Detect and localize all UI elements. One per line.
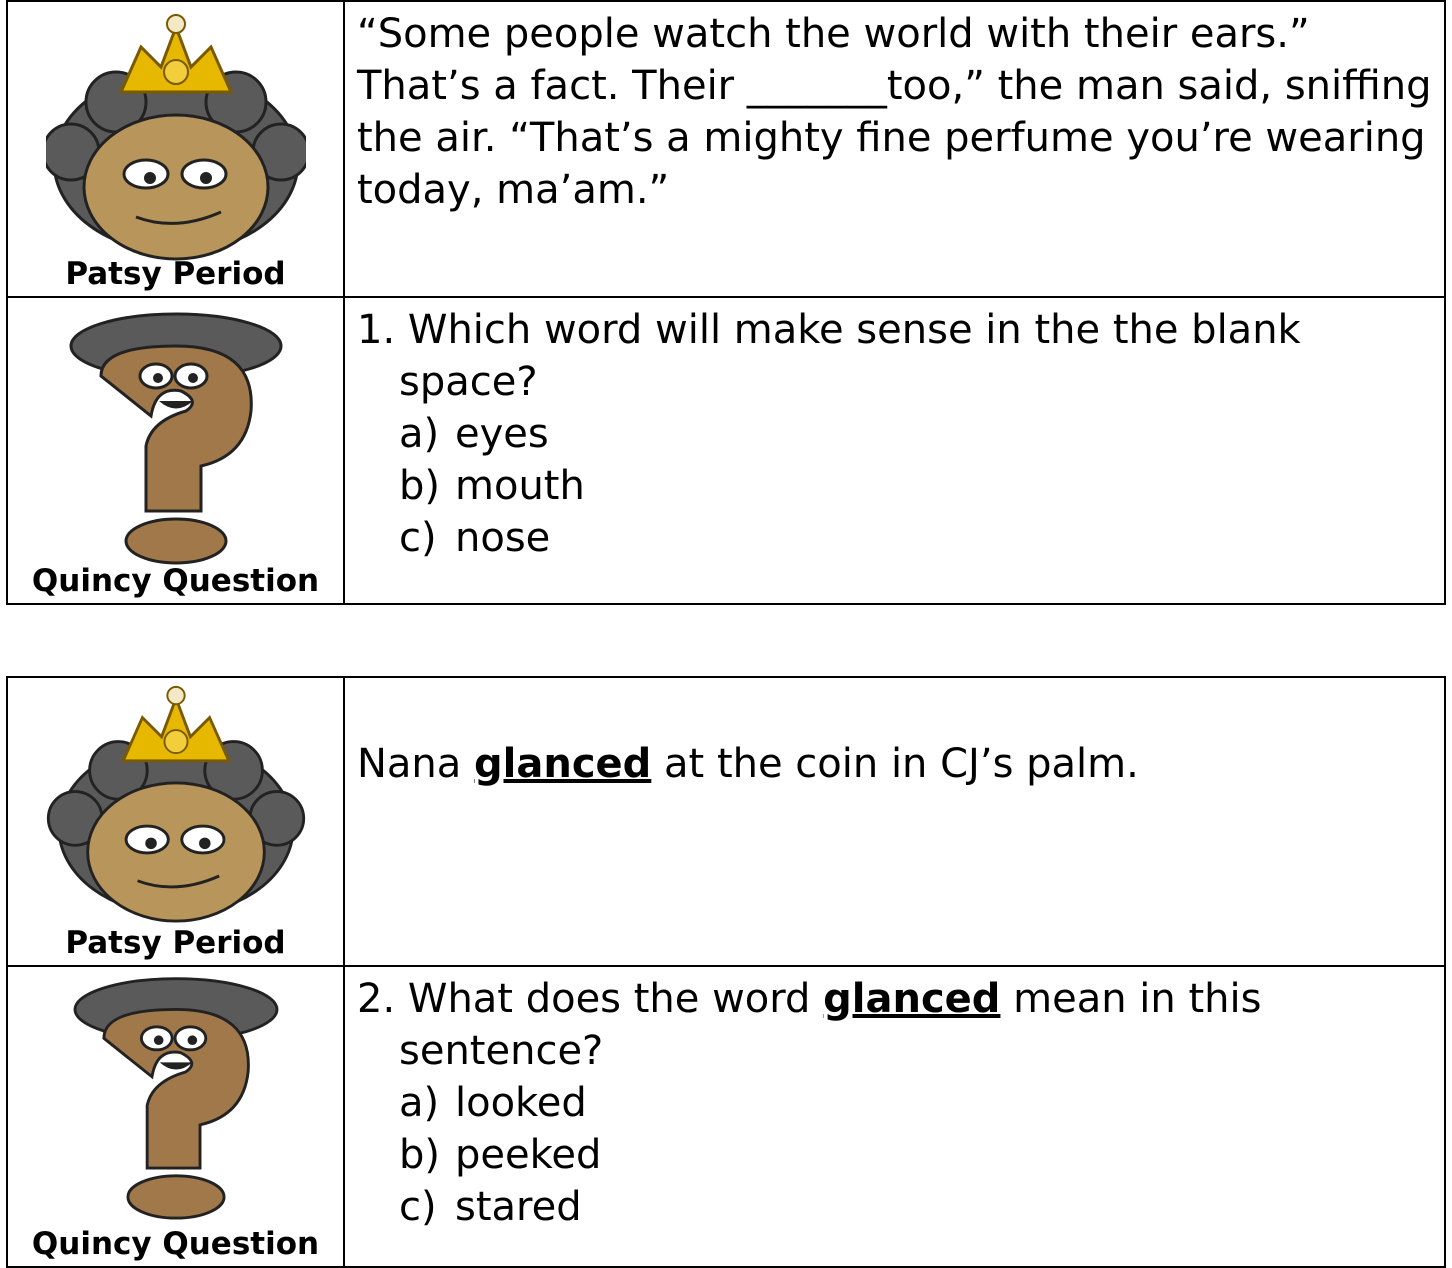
option-b	[357, 460, 1432, 512]
passage-after: at the coin in CJ’s palm.	[651, 741, 1139, 787]
passage-text	[345, 678, 1444, 790]
option-letter: a)	[399, 411, 440, 457]
quincy-label: Quincy Question	[31, 563, 320, 599]
option-letter: a)	[399, 1079, 440, 1126]
question-line-2: space?	[399, 359, 538, 405]
quincy-label: Quincy Question	[31, 1226, 320, 1262]
option-text: eyes	[455, 411, 549, 457]
option-c	[357, 512, 1432, 564]
question-keyword: glanced	[823, 975, 1001, 1022]
option-text: looked	[455, 1079, 587, 1126]
question-block	[345, 298, 1444, 564]
passage-text: “Some people watch the world with their ears.” That’s a fact. Their _______too,” the man said, sniffing the air. “That’s a mighty fine perfume you’re wearing today, ma’am.”	[357, 11, 1432, 213]
option-letter: b)	[399, 463, 440, 509]
quincy-question-character-icon	[61, 971, 291, 1221]
patsy-cell	[7, 677, 344, 966]
question-text: Which word will make sense in the the blank	[407, 307, 1301, 353]
quincy-cell	[7, 966, 344, 1267]
quincy-question-character-icon	[61, 306, 291, 566]
option-c	[357, 1181, 1432, 1233]
worksheet-card-2	[6, 676, 1446, 1268]
patsy-label: Patsy Period	[65, 256, 286, 292]
passage-cell	[344, 677, 1445, 966]
patsy-cell	[7, 1, 344, 297]
option-letter: c)	[399, 515, 437, 561]
question-number: 2.	[357, 975, 396, 1022]
option-b	[357, 1129, 1432, 1181]
option-text: stared	[455, 1183, 582, 1230]
option-a	[357, 1077, 1432, 1129]
question-number: 1.	[357, 307, 396, 353]
passage-keyword: glanced	[474, 741, 652, 787]
option-letter: b)	[399, 1131, 440, 1178]
question-line-1	[357, 973, 1432, 1025]
patsy-label: Patsy Period	[65, 924, 286, 961]
option-a	[357, 408, 1432, 460]
question-after: mean in this	[1000, 975, 1262, 1022]
option-text: nose	[455, 515, 551, 561]
option-text: peeked	[455, 1131, 602, 1178]
passage-cell	[344, 1, 1445, 297]
passage-before: Nana	[357, 741, 475, 787]
patsy-period-character-icon	[46, 12, 306, 262]
question-line-1	[357, 304, 1432, 356]
question-before: What does the word	[407, 975, 824, 1022]
patsy-period-character-icon	[46, 684, 306, 924]
option-text: mouth	[455, 463, 585, 509]
worksheet-card-1	[6, 0, 1446, 605]
question-cell	[344, 297, 1445, 604]
question-block	[345, 967, 1444, 1233]
option-letter: c)	[399, 1183, 437, 1230]
question-line-2: sentence?	[399, 1027, 604, 1074]
question-cell	[344, 966, 1445, 1267]
quincy-cell	[7, 297, 344, 604]
